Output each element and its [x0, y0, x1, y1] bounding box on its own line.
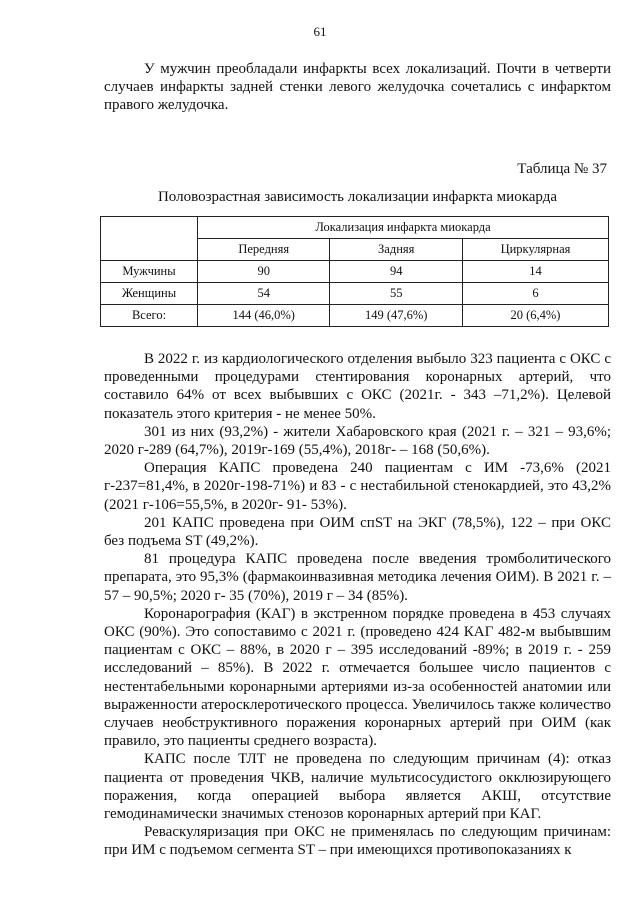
table-group-header: Локализация инфаркта миокарда — [198, 217, 609, 239]
table-corner-cell — [101, 217, 198, 261]
page-number: 61 — [313, 24, 327, 39]
data-table — [100, 216, 609, 327]
table-cell: 55 — [330, 283, 462, 305]
paragraph: Операция КАПС проведена 240 пациентам с ИМ -73,6% (2021 г-237=81,4%, в 2020г-198-71%) и 83 - с нестабильной стенокардией, это 43,2% (2021 г-106=55,5%, в 2020г- 91- 53%). — [104, 460, 611, 513]
paragraph: 301 из них (93,2%) - жители Хабаровского края (2021 г. – 321 – 93,6%; 2020 г-289 (64,7%), 2019г-169 (55,4%), 2018г- – 168 (50,6%). — [104, 423, 611, 459]
table-caption: Половозрастная зависимость локализации инфаркта миокарда — [157, 189, 558, 205]
table-header-row-group — [101, 217, 609, 239]
table-cell: 6 — [462, 283, 608, 305]
row-label: Всего: — [101, 305, 198, 327]
paragraph: Коронарография (КАГ) в экстренном порядке проведена в 453 случаях ОКС (90%). Это сопоставимо с 2021 г. (проведено 424 КАГ 482-м выбывшим пациентам с ОКС – 88%, в 2020 г – 395 исследований -89%; в 2019 г. - 259 исследований – 85%). В 2022 г. отмечается большее число пациентов с нестентабельными коронарными артериями из-за особенностей анатомии или выраженности атеросклеротического процесса. Увеличилось также количество случаев необструктивного поражения коронарных артерий при ОИМ (как правило, это пациенты среднего возраста). — [104, 605, 611, 750]
paragraph: КАПС после ТЛТ не проведена по следующим причинам (4): отказ пациента от проведения ЧКВ, наличие мультисосудистого окклюзирующего поражения, когда операцией выбора является АКШ, отсутствие гемодинамически значимых стенозов коронарных артерий при КАГ. — [104, 751, 611, 823]
intro-paragraph: У мужчин преобладали инфаркты всех локализаций. Почти в четверти случаев инфаркты задней стенки левого желудочка сочетались с инфарктом правого желудочка. — [104, 61, 611, 114]
row-label: Женщины — [101, 283, 198, 305]
table-cell: 20 (6,4%) — [462, 305, 608, 327]
table-cell: 90 — [198, 261, 330, 283]
paragraph: Реваскуляризация при ОКС не применялась по следующим причинам: при ИМ с подъемом сегмента ST – при имеющихся противопоказаниях к — [104, 824, 611, 859]
paragraph: 81 процедура КАПС проведена после введения тромболитического препарата, это 95,3% (фармакоинвазивная методика лечения ОИМ). В 2021 г. – 57 – 90,5%; 2020 г- 35 (70%), 2019 г – 34 (85%). — [104, 551, 611, 604]
body-text — [104, 350, 611, 860]
table-cell: 54 — [198, 283, 330, 305]
table-cell: 94 — [330, 261, 462, 283]
table-row — [101, 261, 609, 283]
table-row — [101, 305, 609, 327]
column-header-posterior: Задняя — [330, 239, 462, 261]
column-header-anterior: Передняя — [198, 239, 330, 261]
table-cell: 149 (47,6%) — [330, 305, 462, 327]
column-header-circular: Циркулярная — [462, 239, 608, 261]
paragraph: 201 КАПС проведена при ОИМ спST на ЭКГ (78,5%), 122 – при ОКС без подъема ST (49,2%). — [104, 514, 611, 550]
paragraph: В 2022 г. из кардиологического отделения выбыло 323 пациента с ОКС с проведенными процедурами стентирования коронарных артерий, что составило 64% от всех выбывших с ОКС (2021г. - 343 –71,2%). Целевой показатель этого критерия - не менее 50%. — [104, 351, 611, 422]
row-label: Мужчины — [101, 261, 198, 283]
table-cell: 144 (46,0%) — [198, 305, 330, 327]
table-row — [101, 283, 609, 305]
table-cell: 14 — [462, 261, 608, 283]
table-label: Таблица № 37 — [517, 161, 607, 177]
